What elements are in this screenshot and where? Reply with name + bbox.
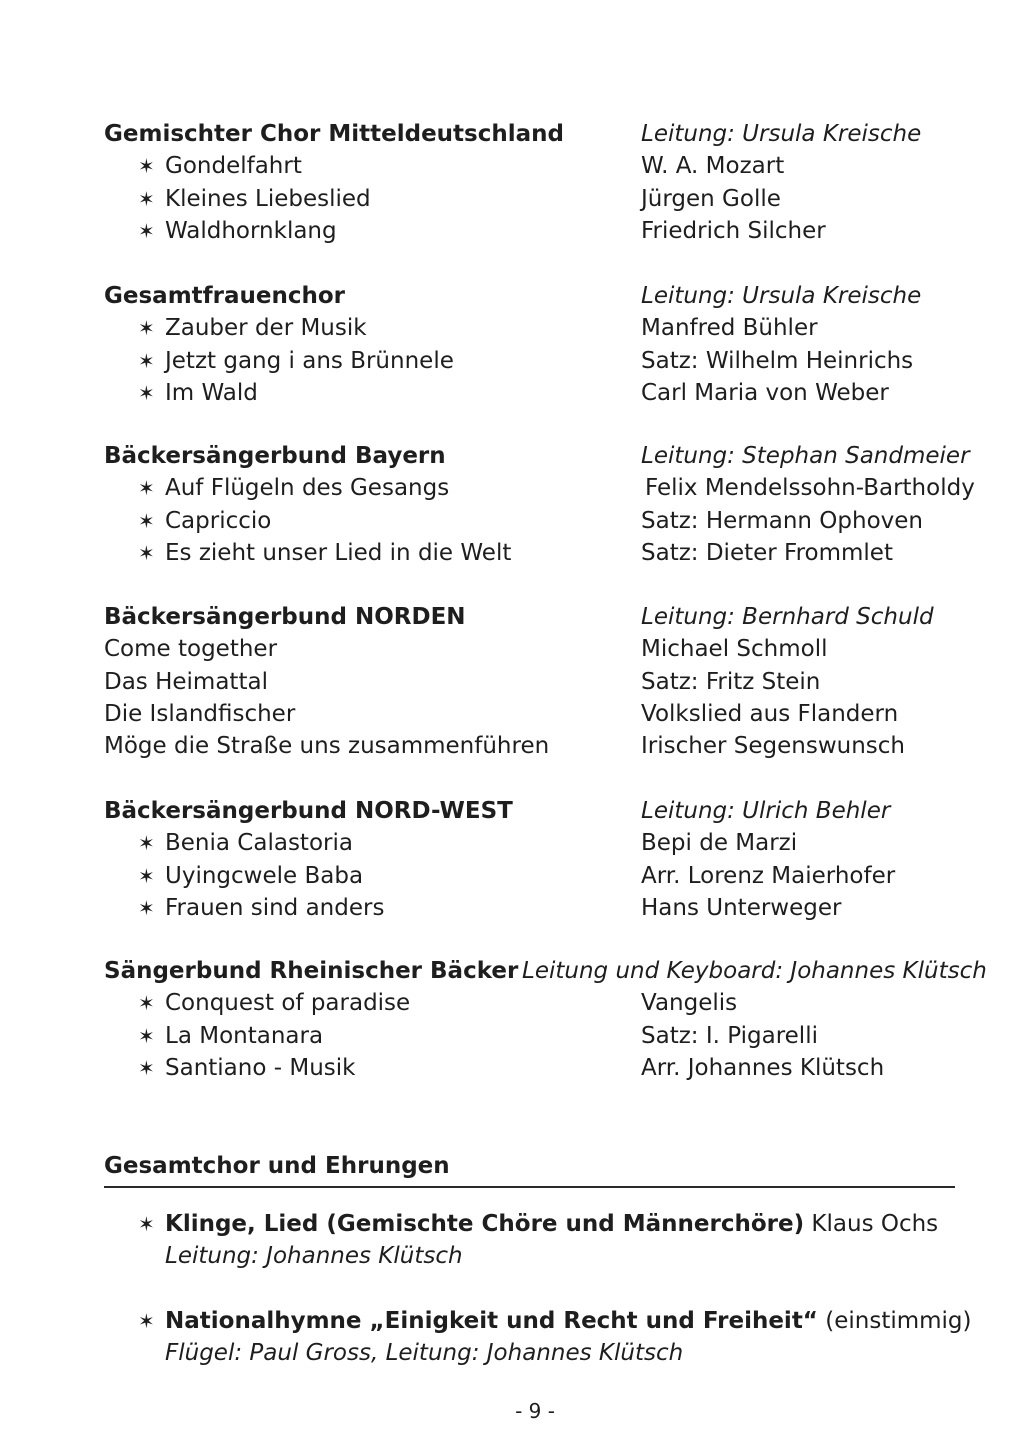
choir-section [0, 601, 1024, 762]
star-bullet-icon: ✶ [138, 991, 155, 1016]
song-composer: Vangelis [641, 990, 738, 1017]
song-row [0, 183, 1024, 215]
finale-item-title: Klinge, Lied (Gemischte Chöre und Männerchöre) [165, 1211, 805, 1237]
choir-leader: Leitung: Ulrich Behler [641, 798, 891, 824]
song-row [0, 633, 1024, 665]
choir-leader: Leitung: Ursula Kreische [641, 121, 922, 147]
finale-item-title: Nationalhymne „Einigkeit und Recht und Freiheit“ [165, 1308, 818, 1334]
choir-header-row [0, 795, 1024, 827]
choir-leader: Leitung: Stephan Sandmeier [641, 443, 970, 469]
song-composer: Satz: Hermann Ophoven [641, 507, 923, 534]
finale-item-credit: Flügel: Paul Gross, Leitung: Johannes Klütsch [165, 1340, 684, 1366]
choir-leader: Leitung und Keyboard: Johannes Klütsch [522, 958, 987, 984]
choir-name: Sängerbund Rheinischer Bäcker [104, 958, 519, 984]
song-composer: Carl Maria von Weber [641, 379, 889, 406]
finale-item [138, 1305, 972, 1369]
star-bullet-icon: ✶ [138, 1212, 155, 1236]
star-bullet-icon: ✶ [138, 218, 155, 243]
song-row [0, 730, 1024, 762]
song-row [0, 892, 1024, 924]
song-composer: Arr. Johannes Klütsch [641, 1054, 885, 1081]
song-row [0, 312, 1024, 344]
choir-header-row [0, 601, 1024, 633]
song-title: Auf Flügeln des Gesangs [165, 475, 450, 502]
song-composer: Bepi de Marzi [641, 830, 798, 857]
song-row [0, 698, 1024, 730]
song-title: Jetzt gang i ans Brünnele [165, 347, 454, 374]
song-title: La Montanara [165, 1022, 324, 1049]
choir-header-row [0, 955, 1024, 987]
choir-header-row [0, 118, 1024, 150]
song-title: Möge die Straße uns zusammenführen [104, 733, 550, 760]
choir-section [0, 795, 1024, 924]
song-title: Kleines Liebeslied [165, 185, 371, 212]
song-row [0, 666, 1024, 698]
song-row [0, 537, 1024, 569]
song-title: Das Heimattal [104, 668, 268, 695]
choir-name: Gemischter Chor Mitteldeutschland [104, 121, 564, 147]
song-row [0, 860, 1024, 892]
star-bullet-icon: ✶ [138, 831, 155, 856]
divider-line [104, 1186, 955, 1188]
choir-name: Gesamtfrauenchor [104, 283, 346, 309]
finale-item [138, 1208, 938, 1272]
finale-item-suffix: (einstimmig) [817, 1308, 972, 1334]
song-composer: Volkslied aus Flandern [641, 700, 899, 727]
choir-leader: Leitung: Ursula Kreische [641, 283, 922, 309]
choir-name: Bäckersängerbund NORDEN [104, 604, 466, 630]
song-composer: Satz: I. Pigarelli [641, 1022, 818, 1049]
song-title: Come together [104, 636, 278, 663]
choir-leader: Leitung: Bernhard Schuld [641, 604, 934, 630]
song-row [0, 150, 1024, 182]
song-row [0, 215, 1024, 247]
song-title: Im Wald [165, 379, 258, 406]
star-bullet-icon: ✶ [138, 348, 155, 373]
choir-section [0, 955, 1024, 1084]
song-title: Benia Calastoria [165, 830, 353, 857]
song-row [0, 345, 1024, 377]
song-row [0, 505, 1024, 537]
song-composer: Satz: Dieter Frommlet [641, 539, 893, 566]
star-bullet-icon: ✶ [138, 186, 155, 211]
song-composer: Jürgen Golle [641, 185, 781, 212]
song-row [0, 987, 1024, 1019]
star-bullet-icon: ✶ [138, 316, 155, 341]
song-composer: Arr. Lorenz Maierhofer [641, 862, 896, 889]
song-title: Waldhornklang [165, 217, 337, 244]
song-title: Uyingcwele Baba [165, 862, 364, 889]
finale-item-suffix: Klaus Ochs [804, 1211, 939, 1237]
choir-name: Bäckersängerbund Bayern [104, 443, 446, 469]
star-bullet-icon: ✶ [138, 1055, 155, 1080]
choir-name: Bäckersängerbund NORD-WEST [104, 798, 513, 824]
star-bullet-icon: ✶ [138, 476, 155, 501]
star-bullet-icon: ✶ [138, 154, 155, 179]
song-composer: Manfred Bühler [641, 315, 818, 342]
star-bullet-icon: ✶ [138, 380, 155, 405]
choir-header-row [0, 280, 1024, 312]
song-row [0, 377, 1024, 409]
star-bullet-icon: ✶ [138, 863, 155, 888]
page-number: - 9 - [515, 1399, 555, 1423]
choir-section [0, 118, 1024, 247]
choir-section [0, 280, 1024, 409]
song-title: Gondelfahrt [165, 153, 302, 180]
song-composer: Friedrich Silcher [641, 217, 826, 244]
song-row [0, 472, 1024, 504]
star-bullet-icon: ✶ [138, 540, 155, 565]
finale-item-credit: Leitung: Johannes Klütsch [165, 1243, 463, 1269]
song-composer: Satz: Fritz Stein [641, 668, 821, 695]
star-bullet-icon: ✶ [138, 895, 155, 920]
song-row [0, 827, 1024, 859]
song-title: Frauen sind anders [165, 894, 385, 921]
star-bullet-icon: ✶ [138, 1023, 155, 1048]
song-title: Es zieht unser Lied in die Welt [165, 539, 512, 566]
song-composer: Michael Schmoll [641, 636, 828, 663]
choir-section [0, 440, 1024, 569]
song-title: Conquest of paradise [165, 990, 411, 1017]
song-title: Zauber der Musik [165, 315, 367, 342]
song-composer: W. A. Mozart [641, 153, 785, 180]
star-bullet-icon: ✶ [138, 508, 155, 533]
finale-heading: Gesamtchor und Ehrungen [104, 1153, 450, 1179]
song-title: Santiano - Musik [165, 1054, 356, 1081]
song-composer: Felix Mendelssohn-Bartholdy [645, 475, 975, 502]
song-title: Capriccio [165, 507, 272, 534]
song-row [0, 1020, 1024, 1052]
star-bullet-icon: ✶ [138, 1309, 155, 1333]
song-composer: Hans Unterweger [641, 894, 842, 921]
song-row [0, 1052, 1024, 1084]
choir-header-row [0, 440, 1024, 472]
song-composer: Irischer Segenswunsch [641, 733, 905, 760]
song-composer: Satz: Wilhelm Heinrichs [641, 347, 914, 374]
song-title: Die Islandfischer [104, 700, 296, 727]
